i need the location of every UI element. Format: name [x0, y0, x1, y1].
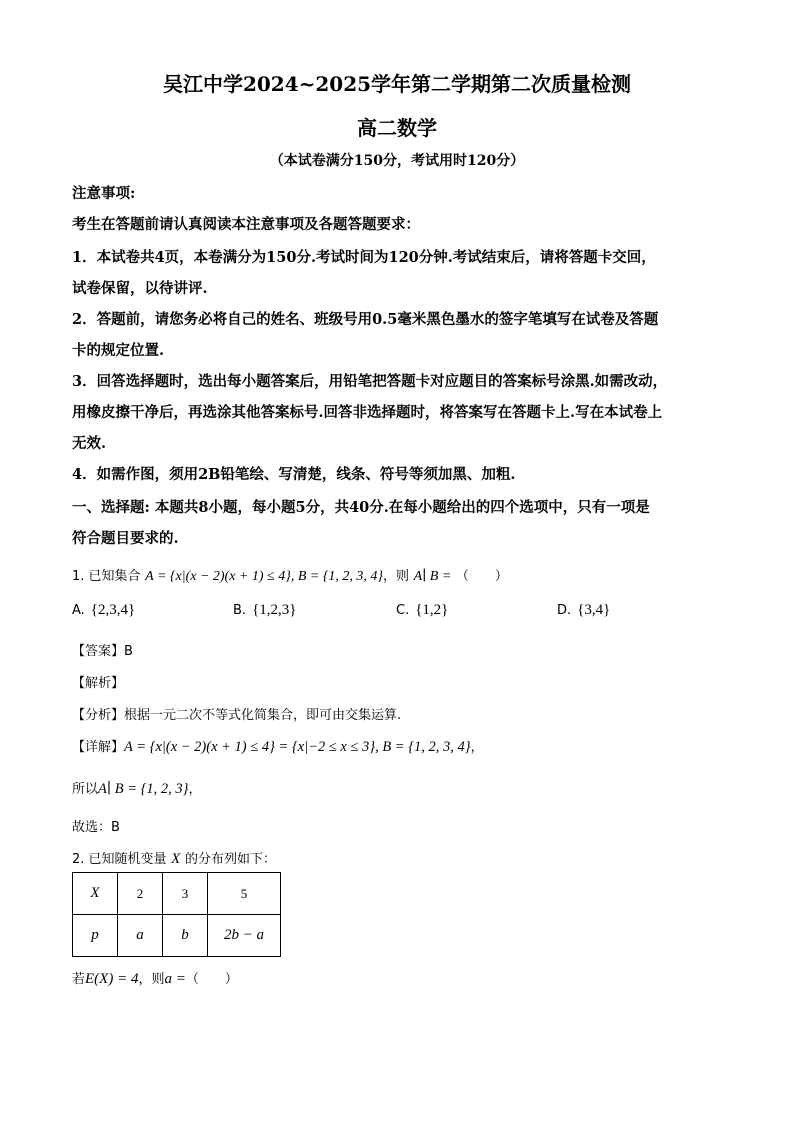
table-cell: p — [73, 915, 118, 957]
section-heading-cont: 符合题目要求的. — [72, 530, 179, 547]
exam-note: （本试卷满分150分，考试用时120分） — [269, 153, 525, 169]
detail-tag: 【详解】 — [72, 740, 125, 755]
table-cell: 5 — [208, 873, 281, 915]
table-row — [73, 873, 281, 915]
option-value: {2,3,4} — [90, 602, 136, 618]
detail-math: A = {x|(x − 2)(x + 1) ≤ 4} = {x|−2 ≤ x ≤ 3}, B = {1, 2, 3, 4} — [124, 739, 471, 755]
notice-item-1-cont: 试卷保留，以待讲评. — [72, 280, 208, 297]
question-1-stem — [72, 565, 732, 585]
q2-suffix: 的分布列如下： — [184, 852, 276, 867]
q1-expr: A∣ B = — [413, 569, 452, 584]
exam-title: 吴江中学2024~2025学年第二学期第二次质量检测 — [162, 72, 632, 96]
q1-set-b: , B = {1, 2, 3, 4} — [290, 569, 384, 584]
analysis-text: 根据一元二次不等式化简集合，即可由交集运算. — [124, 708, 402, 723]
notice-item-2-cont: 卡的规定位置. — [72, 342, 165, 359]
q2-condition — [72, 968, 732, 988]
notice-item-3: 3．回答选择题时，选出每小题答案后，用铅笔把答题卡对应题目的答案标号涂黑.如需改动， — [72, 373, 668, 390]
so-prefix: 所以 — [72, 782, 99, 797]
table-cell: 2b − a — [208, 915, 281, 957]
cond-math: E(X) = 4 — [85, 971, 139, 987]
q1-prefix: 1. 已知集合 — [72, 569, 141, 584]
exam-subject: 高二数学 — [357, 116, 437, 140]
detail-comma: ， — [470, 740, 484, 755]
q2-blank: （ ） — [185, 972, 238, 987]
notice-item-2: 2．答题前，请您务必将自己的姓名、班级号用0.5毫米黑色墨水的签字笔填写在试卷及答题 — [72, 311, 659, 328]
q1-analysis — [72, 704, 732, 723]
notice-item-3-cont: 用橡皮擦干净后，再选涂其他答案标号.回答非选择题时，将答案写在答题卡上.写在本试卷上 — [72, 404, 663, 421]
option-label: C. — [396, 603, 410, 618]
cond-prefix: 若 — [72, 972, 86, 987]
option-label: A. — [72, 603, 85, 618]
cond-mid: ，则 — [138, 972, 165, 987]
q1-analysis-heading: 【解析】 — [72, 676, 125, 691]
option-value: {1,2} — [415, 602, 449, 618]
distribution-table — [72, 872, 281, 957]
option-label: B. — [233, 603, 247, 618]
q1-suffix: ，则 — [383, 569, 410, 584]
table-cell: 2 — [118, 873, 163, 915]
notice-heading: 注意事项: — [72, 185, 136, 202]
table-row — [73, 915, 281, 957]
q1-option-d — [557, 602, 610, 619]
cond-var: a = — [164, 971, 186, 987]
q1-blank: （ ） — [455, 569, 508, 584]
table-cell: X — [73, 873, 118, 915]
notice-item-1: 1．本试卷共4页，本卷满分为150分.考试时间为120分钟.考试结束后，请将答题卡交回， — [72, 249, 656, 266]
q1-set-a: A = {x|(x − 2)(x + 1) ≤ 4} — [145, 569, 291, 584]
notice-item-3-end: 无效. — [72, 435, 107, 452]
section-heading: 一、选择题: 本题共8小题，每小题5分，共40分.在每小题给出的四个选项中，只有一项是 — [72, 499, 650, 516]
analysis-tag: 【分析】 — [72, 708, 125, 723]
question-2-stem — [72, 848, 732, 868]
q2-prefix: 2. 已知随机变量 — [72, 852, 167, 867]
so-comma: ， — [188, 782, 202, 797]
q1-conclusion — [72, 778, 732, 798]
q1-choose: 故选：B — [72, 820, 120, 835]
so-math: A∣ B = {1, 2, 3} — [98, 781, 189, 797]
q1-option-c — [396, 602, 448, 619]
notice-intro: 考生在答题前请认真阅读本注意事项及各题答题要求： — [72, 216, 420, 233]
q1-answer: 【答案】B — [72, 644, 133, 659]
table-cell: 3 — [163, 873, 208, 915]
option-label: D. — [557, 603, 572, 618]
q1-detail — [72, 736, 732, 756]
table-cell: a — [118, 915, 163, 957]
q2-var: X — [171, 851, 181, 867]
table-cell: b — [163, 915, 208, 957]
option-value: {3,4} — [577, 602, 611, 618]
option-value: {1,2,3} — [252, 602, 297, 618]
notice-item-4: 4．如需作图，须用2B铅笔绘、写清楚，线条、符号等须加黑、加粗. — [72, 466, 516, 483]
q1-option-b — [233, 602, 296, 619]
q1-option-a — [72, 602, 135, 619]
